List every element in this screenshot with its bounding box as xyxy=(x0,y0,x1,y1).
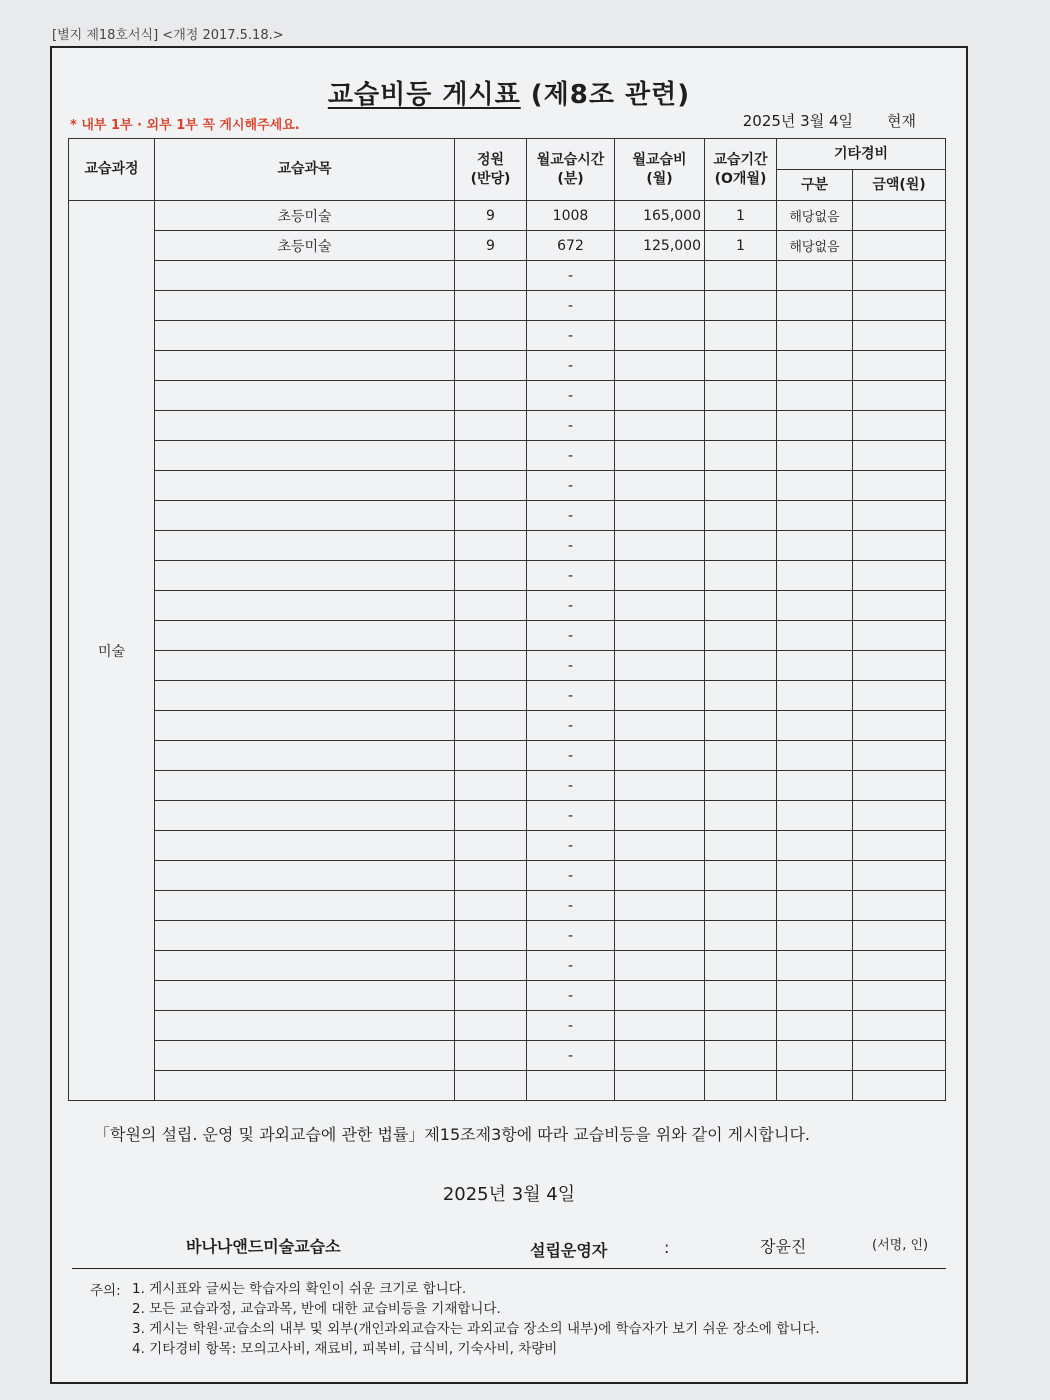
fee-cell xyxy=(615,831,705,861)
subject-cell xyxy=(155,891,455,921)
period-cell xyxy=(705,381,777,411)
subject-cell: 초등미술 xyxy=(155,201,455,231)
hours-cell: - xyxy=(527,351,615,381)
subject-cell xyxy=(155,831,455,861)
subject-cell xyxy=(155,411,455,441)
hours-cell: - xyxy=(527,771,615,801)
subject-cell xyxy=(155,741,455,771)
subject-cell xyxy=(155,651,455,681)
hours-cell: - xyxy=(527,381,615,411)
other-type-cell xyxy=(777,621,853,651)
fee-cell xyxy=(615,291,705,321)
subject-cell xyxy=(155,771,455,801)
period-cell xyxy=(705,891,777,921)
capacity-cell xyxy=(455,381,527,411)
table-row xyxy=(69,921,946,951)
fee-cell xyxy=(615,591,705,621)
fee-notice-sheet xyxy=(50,46,968,1384)
table-row xyxy=(69,741,946,771)
capacity-cell xyxy=(455,471,527,501)
subject-cell xyxy=(155,471,455,501)
hours-cell: - xyxy=(527,411,615,441)
other-amount-cell xyxy=(853,561,946,591)
other-type-cell xyxy=(777,471,853,501)
seal-label: (서명, 인) xyxy=(872,1238,929,1253)
capacity-cell xyxy=(455,651,527,681)
period-cell xyxy=(705,1011,777,1041)
hours-cell: - xyxy=(527,861,615,891)
period-cell xyxy=(705,1071,777,1101)
fee-cell xyxy=(615,321,705,351)
subject-cell xyxy=(155,1041,455,1071)
period-cell xyxy=(705,951,777,981)
table-row xyxy=(69,861,946,891)
table-row xyxy=(69,201,946,231)
subject-cell xyxy=(155,261,455,291)
hours-cell: - xyxy=(527,651,615,681)
other-type-cell xyxy=(777,381,853,411)
other-type-cell xyxy=(777,261,853,291)
capacity-cell xyxy=(455,861,527,891)
operator-name: 장윤진 xyxy=(760,1237,807,1256)
capacity-cell: 9 xyxy=(455,201,527,231)
table-row xyxy=(69,951,946,981)
other-amount-cell xyxy=(853,201,946,231)
header-course: 교습과정 xyxy=(69,139,155,201)
hours-cell: - xyxy=(527,711,615,741)
period-cell xyxy=(705,291,777,321)
fee-cell: 165,000 xyxy=(615,201,705,231)
period-cell xyxy=(705,861,777,891)
subject-cell xyxy=(155,921,455,951)
other-amount-cell xyxy=(853,1071,946,1101)
subject-cell xyxy=(155,621,455,651)
fee-cell xyxy=(615,561,705,591)
other-type-cell xyxy=(777,291,853,321)
other-type-cell xyxy=(777,531,853,561)
capacity-cell xyxy=(455,1041,527,1071)
other-amount-cell xyxy=(853,261,946,291)
table-row xyxy=(69,531,946,561)
fee-cell xyxy=(615,981,705,1011)
period-cell xyxy=(705,1041,777,1071)
subject-cell xyxy=(155,561,455,591)
hours-cell: - xyxy=(527,501,615,531)
notes-head: 주의: xyxy=(90,1283,121,1299)
capacity-cell xyxy=(455,1071,527,1101)
fee-cell xyxy=(615,891,705,921)
capacity-cell xyxy=(455,411,527,441)
capacity-cell xyxy=(455,891,527,921)
hours-cell: - xyxy=(527,441,615,471)
other-type-cell xyxy=(777,981,853,1011)
fee-cell xyxy=(615,921,705,951)
header-other-expenses: 기타경비 xyxy=(777,139,946,170)
hours-cell xyxy=(527,1071,615,1101)
capacity-cell xyxy=(455,951,527,981)
other-type-cell xyxy=(777,861,853,891)
table-row xyxy=(69,891,946,921)
period-cell xyxy=(705,261,777,291)
hours-cell: - xyxy=(527,261,615,291)
fee-cell xyxy=(615,261,705,291)
notes-section xyxy=(72,1268,946,1379)
hours-cell: - xyxy=(527,531,615,561)
fee-cell xyxy=(615,381,705,411)
other-amount-cell xyxy=(853,291,946,321)
other-type-cell xyxy=(777,831,853,861)
hours-cell: - xyxy=(527,921,615,951)
hours-cell: - xyxy=(527,1041,615,1071)
period-cell xyxy=(705,681,777,711)
note-item: 4. 기타경비 항목: 모의고사비, 재료비, 피복비, 급식비, 기숙사비, 차량비 xyxy=(132,1341,558,1357)
table-row xyxy=(69,621,946,651)
other-amount-cell xyxy=(853,501,946,531)
academy-name: 바나나앤드미술교습소 xyxy=(186,1237,341,1256)
capacity-cell xyxy=(455,921,527,951)
subject-cell xyxy=(155,711,455,741)
capacity-cell xyxy=(455,831,527,861)
period-cell xyxy=(705,771,777,801)
capacity-cell xyxy=(455,621,527,651)
period-cell xyxy=(705,981,777,1011)
hours-cell: - xyxy=(527,831,615,861)
other-amount-cell xyxy=(853,231,946,261)
as-of-suffix: 현재 xyxy=(887,112,916,130)
other-amount-cell xyxy=(853,1041,946,1071)
hours-cell: - xyxy=(527,741,615,771)
subject-cell xyxy=(155,351,455,381)
other-amount-cell xyxy=(853,1011,946,1041)
table-row xyxy=(69,471,946,501)
hours-cell: - xyxy=(527,561,615,591)
capacity-cell xyxy=(455,1011,527,1041)
table-row xyxy=(69,261,946,291)
table-row xyxy=(69,231,946,261)
capacity-cell xyxy=(455,681,527,711)
subject-cell xyxy=(155,381,455,411)
subject-cell xyxy=(155,1071,455,1101)
other-type-cell xyxy=(777,921,853,951)
capacity-cell xyxy=(455,291,527,321)
as-of-date xyxy=(743,110,916,131)
table-row xyxy=(69,501,946,531)
other-amount-cell xyxy=(853,381,946,411)
period-cell xyxy=(705,501,777,531)
subject-cell xyxy=(155,501,455,531)
other-amount-cell xyxy=(853,981,946,1011)
table-row xyxy=(69,591,946,621)
table-row xyxy=(69,1011,946,1041)
hours-cell: - xyxy=(527,681,615,711)
period-cell xyxy=(705,471,777,501)
hours-cell: - xyxy=(527,1011,615,1041)
other-type-cell xyxy=(777,501,853,531)
hours-cell: - xyxy=(527,621,615,651)
subject-cell xyxy=(155,441,455,471)
table-row xyxy=(69,801,946,831)
header-monthly-hours: 월교습시간 (분) xyxy=(527,139,615,201)
period-cell xyxy=(705,621,777,651)
capacity-cell xyxy=(455,801,527,831)
other-amount-cell xyxy=(853,441,946,471)
header-monthly-fee: 월교습비 (월) xyxy=(615,139,705,201)
other-amount-cell xyxy=(853,801,946,831)
subject-cell xyxy=(155,1011,455,1041)
posting-notice: * 내부 1부 · 외부 1부 꼭 게시해주세요. xyxy=(70,118,300,133)
fee-cell xyxy=(615,651,705,681)
fee-cell xyxy=(615,351,705,381)
legal-statement: 「학원의 설립. 운영 및 과외교습에 관한 법률」제15조제3항에 따라 교습비등을 위와 같이 게시합니다. xyxy=(94,1125,810,1144)
as-of-date-value: 2025년 3월 4일 xyxy=(742,112,854,130)
fee-table-body xyxy=(69,201,946,1101)
fee-cell xyxy=(615,411,705,441)
other-amount-cell xyxy=(853,861,946,891)
period-cell: 1 xyxy=(705,231,777,261)
other-amount-cell xyxy=(853,321,946,351)
capacity-cell xyxy=(455,561,527,591)
table-row xyxy=(69,831,946,861)
subject-cell xyxy=(155,591,455,621)
capacity-cell xyxy=(455,981,527,1011)
note-item: 2. 모든 교습과정, 교습과목, 반에 대한 교습비등을 기재합니다. xyxy=(132,1301,501,1317)
other-type-cell xyxy=(777,651,853,681)
hours-cell: - xyxy=(527,891,615,921)
other-type-cell xyxy=(777,891,853,921)
other-amount-cell xyxy=(853,621,946,651)
capacity-cell xyxy=(455,741,527,771)
fee-cell: 125,000 xyxy=(615,231,705,261)
fee-cell xyxy=(615,1011,705,1041)
other-type-cell xyxy=(777,591,853,621)
other-type-cell xyxy=(777,951,853,981)
subject-cell xyxy=(155,861,455,891)
subject-cell: 초등미술 xyxy=(155,231,455,261)
hours-cell: 672 xyxy=(527,231,615,261)
fee-cell xyxy=(615,801,705,831)
period-cell xyxy=(705,831,777,861)
other-amount-cell xyxy=(853,921,946,951)
page-title xyxy=(52,74,966,111)
fee-cell xyxy=(615,441,705,471)
other-type-cell xyxy=(777,741,853,771)
header-subject: 교습과목 xyxy=(155,139,455,201)
period-cell xyxy=(705,411,777,441)
header-other-type: 구분 xyxy=(777,170,853,201)
table-row xyxy=(69,981,946,1011)
other-amount-cell xyxy=(853,951,946,981)
header-other-amount: 금액(원) xyxy=(853,170,946,201)
period-cell xyxy=(705,651,777,681)
note-item: 1. 게시표와 글씨는 학습자의 확인이 쉬운 크기로 합니다. xyxy=(132,1281,467,1297)
fee-cell xyxy=(615,951,705,981)
other-type-cell xyxy=(777,681,853,711)
other-type-cell: 해당없음 xyxy=(777,231,853,261)
course-cell: 미술 xyxy=(69,201,155,1101)
period-cell xyxy=(705,801,777,831)
form-label: [별지 제18호서식] <개정 2017.5.18.> xyxy=(52,28,284,43)
table-row xyxy=(69,441,946,471)
capacity-cell xyxy=(455,711,527,741)
other-amount-cell xyxy=(853,741,946,771)
hours-cell: 1008 xyxy=(527,201,615,231)
other-type-cell xyxy=(777,561,853,591)
fee-table xyxy=(68,138,946,1101)
other-amount-cell xyxy=(853,411,946,441)
fee-cell xyxy=(615,711,705,741)
capacity-cell xyxy=(455,591,527,621)
other-type-cell xyxy=(777,1011,853,1041)
table-row xyxy=(69,711,946,741)
fee-cell xyxy=(615,681,705,711)
other-type-cell xyxy=(777,771,853,801)
fee-cell xyxy=(615,501,705,531)
sign-date: 2025년 3월 4일 xyxy=(442,1184,576,1205)
table-row xyxy=(69,411,946,441)
fee-cell xyxy=(615,471,705,501)
hours-cell: - xyxy=(527,471,615,501)
other-type-cell xyxy=(777,1041,853,1071)
other-type-cell: 해당없음 xyxy=(777,201,853,231)
other-amount-cell xyxy=(853,591,946,621)
subject-cell xyxy=(155,321,455,351)
capacity-cell: 9 xyxy=(455,231,527,261)
other-amount-cell xyxy=(853,771,946,801)
table-row xyxy=(69,1071,946,1101)
other-amount-cell xyxy=(853,891,946,921)
other-type-cell xyxy=(777,711,853,741)
fee-cell xyxy=(615,861,705,891)
table-row xyxy=(69,561,946,591)
fee-cell xyxy=(615,741,705,771)
other-type-cell xyxy=(777,801,853,831)
other-type-cell xyxy=(777,441,853,471)
period-cell xyxy=(705,711,777,741)
capacity-cell xyxy=(455,351,527,381)
table-row xyxy=(69,291,946,321)
header-period: 교습기간 (O개월) xyxy=(705,139,777,201)
other-type-cell xyxy=(777,411,853,441)
header-capacity: 정원 (반당) xyxy=(455,139,527,201)
title-sub: (제8조 관련) xyxy=(530,80,691,110)
title-main: 교습비등 게시표 xyxy=(327,80,521,110)
subject-cell xyxy=(155,681,455,711)
fee-cell xyxy=(615,771,705,801)
subject-cell xyxy=(155,531,455,561)
hours-cell: - xyxy=(527,801,615,831)
other-amount-cell xyxy=(853,711,946,741)
other-amount-cell xyxy=(853,831,946,861)
period-cell xyxy=(705,591,777,621)
other-type-cell xyxy=(777,321,853,351)
capacity-cell xyxy=(455,531,527,561)
period-cell xyxy=(705,741,777,771)
other-amount-cell xyxy=(853,471,946,501)
other-amount-cell xyxy=(853,351,946,381)
other-amount-cell xyxy=(853,681,946,711)
note-item: 3. 게시는 학원·교습소의 내부 및 외부(개인과외교습자는 과외교습 장소의 내부)에 학습자가 보기 쉬운 장소에 합니다. xyxy=(132,1321,820,1337)
other-amount-cell xyxy=(853,531,946,561)
period-cell xyxy=(705,321,777,351)
operator-label: 설립운영자 xyxy=(530,1241,608,1260)
period-cell xyxy=(705,561,777,591)
hours-cell: - xyxy=(527,321,615,351)
period-cell xyxy=(705,441,777,471)
period-cell xyxy=(705,531,777,561)
other-amount-cell xyxy=(853,651,946,681)
subject-cell xyxy=(155,951,455,981)
table-row xyxy=(69,681,946,711)
table-row xyxy=(69,651,946,681)
capacity-cell xyxy=(455,771,527,801)
hours-cell: - xyxy=(527,291,615,321)
fee-cell xyxy=(615,1071,705,1101)
hours-cell: - xyxy=(527,591,615,621)
other-type-cell xyxy=(777,351,853,381)
table-row xyxy=(69,1041,946,1071)
notes-list xyxy=(132,1279,820,1359)
other-type-cell xyxy=(777,1071,853,1101)
hours-cell: - xyxy=(527,981,615,1011)
capacity-cell xyxy=(455,441,527,471)
operator-colon: : xyxy=(664,1238,670,1257)
fee-cell xyxy=(615,1041,705,1071)
table-row xyxy=(69,381,946,411)
fee-cell xyxy=(615,621,705,651)
period-cell: 1 xyxy=(705,201,777,231)
capacity-cell xyxy=(455,321,527,351)
fee-cell xyxy=(615,531,705,561)
table-row xyxy=(69,771,946,801)
capacity-cell xyxy=(455,261,527,291)
period-cell xyxy=(705,351,777,381)
subject-cell xyxy=(155,801,455,831)
subject-cell xyxy=(155,981,455,1011)
hours-cell: - xyxy=(527,951,615,981)
capacity-cell xyxy=(455,501,527,531)
table-row xyxy=(69,351,946,381)
period-cell xyxy=(705,921,777,951)
table-row xyxy=(69,321,946,351)
subject-cell xyxy=(155,291,455,321)
